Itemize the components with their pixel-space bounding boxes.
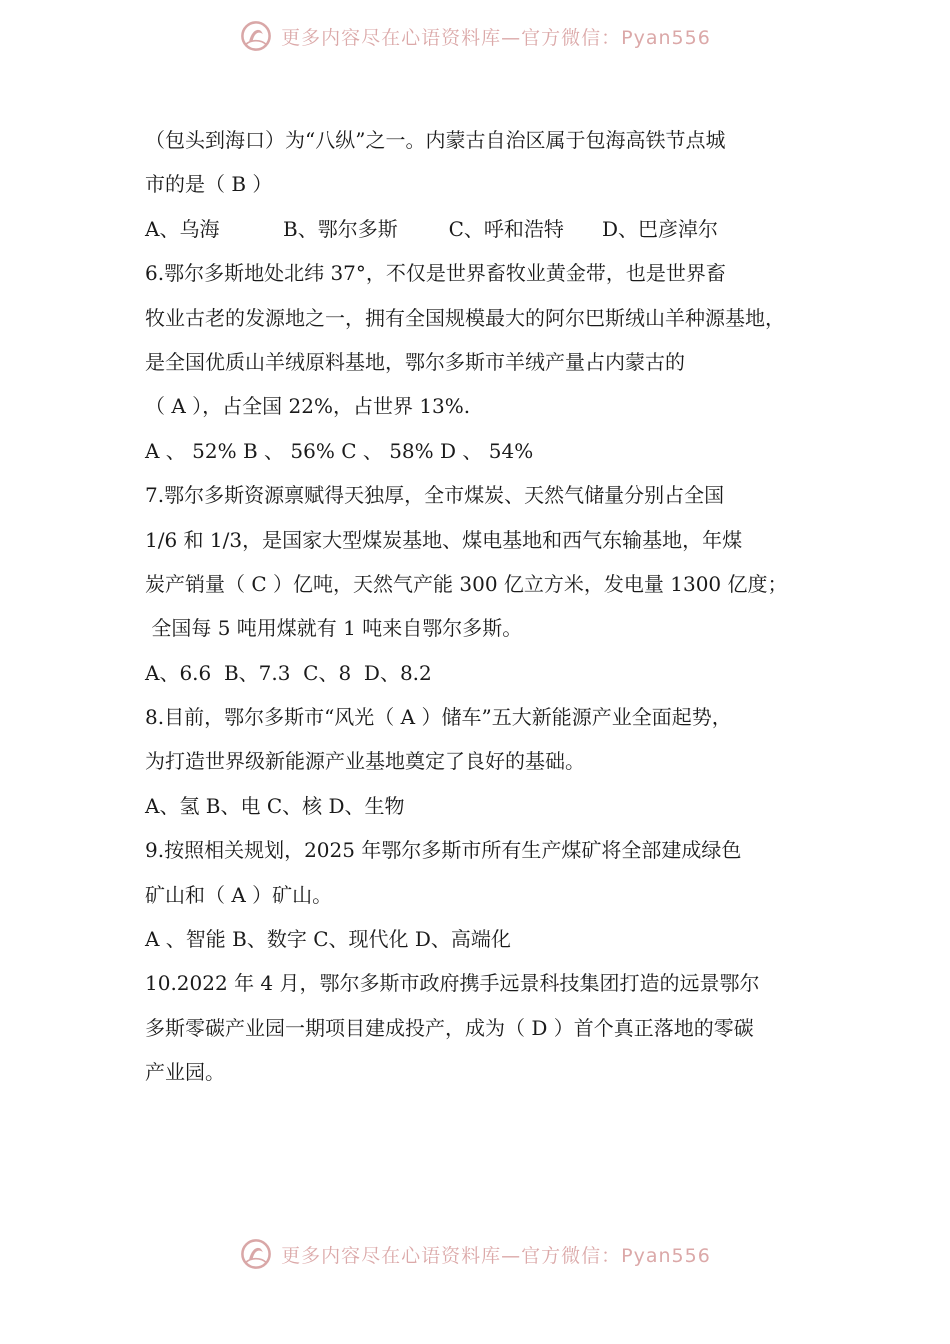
question-7: 7.鄂尔多斯资源禀赋得天独厚，全市煤炭、天然气储量分别占全国 [145,483,725,508]
answer-options: A 、 52% B 、 56% C 、 58% D 、 54% [145,438,534,463]
text-line: 市的是（ B ） [145,172,273,197]
question-8: 8.目前，鄂尔多斯市“风光（ A ）储车”五大新能源产业全面起势， [145,705,732,730]
answer-options: A、氢 B、电 C、核 D、生物 [145,793,405,818]
text-line: （ A ），占全国 22%，占世界 13%. [145,394,471,419]
question-9: 9.按照相关规划，2025 年鄂尔多斯市所有生产煤矿将全部建成绿色 [145,838,742,863]
question-6: 6.鄂尔多斯地处北纬 37°，不仅是世界畜牧业黄金带，也是世界畜 [145,261,726,286]
text-line: 为打造世界级新能源产业基地奠定了良好的基础。 [145,749,585,774]
answer-options: A、乌海 B、鄂尔多斯 C、呼和浩特 D、巴彦淖尔 [145,216,719,241]
logo-icon [239,19,273,53]
text-line: 矿山和（ A ）矿山。 [145,882,333,907]
text-line: （包头到海口）为“八纵”之一。内蒙古自治区属于包海高铁节点城 [145,128,726,152]
answer-options: A、6.6 B、7.3 C、8 D、8.2 [145,660,432,685]
header-watermark-text: 更多内容尽在心语资料库—官方微信：Pyan556 [281,26,711,49]
footer-watermark-text: 更多内容尽在心语资料库—官方微信：Pyan556 [281,1244,711,1267]
answer-options: A 、智能 B、数字 C、现代化 D、高端化 [145,927,511,952]
text-line: 全国每 5 吨用煤就有 1 吨来自鄂尔多斯。 [145,616,523,641]
header-watermark [0,16,950,56]
text-line: 产业园。 [145,1060,225,1085]
text-line: 1/6 和 1/3，是国家大型煤炭基地、煤电基地和西气东输基地，年煤 [145,527,743,552]
text-line: 牧业古老的发源地之一，拥有全国规模最大的阿尔巴斯绒山羊种源基地， [145,305,785,330]
question-10: 10.2022 年 4 月，鄂尔多斯市政府携手远景科技集团打造的远景鄂尔 [145,971,760,996]
document-body [145,118,825,1095]
footer-watermark [0,1234,950,1274]
text-line: 是全国优质山羊绒原料基地，鄂尔多斯市羊绒产量占内蒙古的 [145,349,685,374]
text-line: 多斯零碳产业园一期项目建成投产，成为（ D ）首个真正落地的零碳 [145,1015,754,1040]
logo-icon [239,1237,273,1271]
text-line: 炭产销量（ C ）亿吨，天然气产能 300 亿立方米，发电量 1300 亿度； [145,571,788,596]
